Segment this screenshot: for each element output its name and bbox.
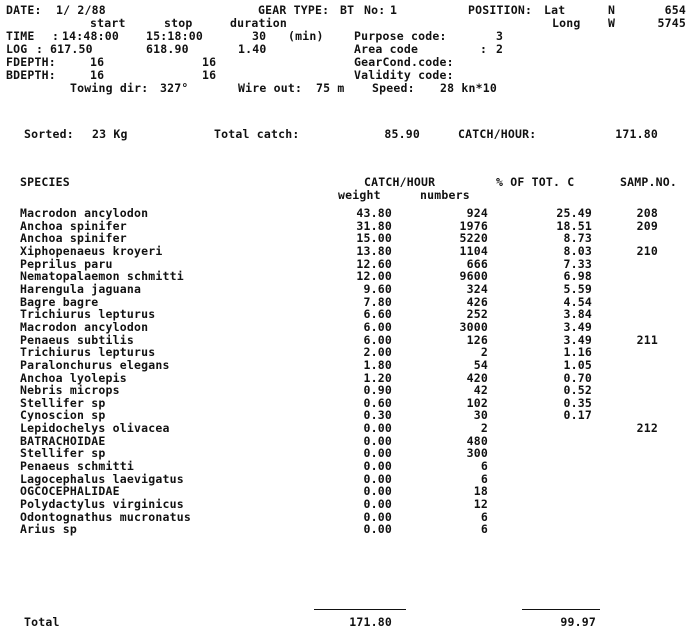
row-species: Nematopalaemon schmitti: [20, 269, 184, 284]
speed-value: 28 kn*10: [440, 81, 497, 95]
row-species: Polydactylus virginicus: [20, 496, 184, 511]
row-pct: 8.73: [563, 231, 592, 246]
row-samp-no: 208: [636, 206, 658, 220]
row-weight: 0.00: [363, 433, 392, 448]
row-species: Anchoa lyolepis: [20, 370, 127, 385]
col-start-label: start: [90, 16, 126, 30]
row-species: Anchoa spinifer: [20, 231, 127, 246]
row-weight: 0.00: [363, 496, 392, 511]
catch-per-hour-label: CATCH/HOUR:: [458, 127, 537, 141]
row-numbers: 666: [466, 256, 488, 271]
row-numbers: 1104: [459, 243, 488, 258]
row-species: Harengula jaguana: [20, 281, 142, 296]
row-weight: 6.60: [363, 307, 392, 322]
lat-value: 654: [664, 3, 686, 17]
row-samp-no: 210: [636, 243, 658, 258]
row-pct: 0.35: [563, 395, 592, 410]
row-pct: 6.98: [563, 269, 592, 284]
total-row-pct: 99.97: [560, 615, 596, 629]
col-header-species: SPECIES: [20, 175, 70, 189]
fdepth-stop: 16: [202, 55, 217, 69]
wire-out-value: 75 m: [316, 81, 345, 95]
row-numbers: 2: [480, 345, 488, 360]
log-start: 617.50: [50, 42, 93, 56]
row-species: Arius sp: [20, 522, 77, 537]
row-numbers: 6: [480, 509, 488, 524]
row-species: Lagocephalus laevigatus: [20, 471, 184, 486]
row-pct: 1.05: [563, 357, 592, 372]
row-pct: 3.49: [563, 332, 592, 347]
row-species: Nebris microps: [20, 383, 120, 398]
row-numbers: 30: [473, 408, 488, 423]
row-species: Lepidochelys olivacea: [20, 421, 170, 436]
row-species: Paralonchurus elegans: [20, 357, 170, 372]
long-value: 5745: [657, 16, 686, 30]
row-weight: 1.80: [363, 357, 392, 372]
row-species: Stellifer sp: [20, 446, 106, 461]
row-pct: 1.16: [563, 345, 592, 360]
bdepth-start: 16: [90, 68, 105, 82]
total-catch-label: Total catch:: [214, 127, 300, 141]
row-numbers: 54: [473, 357, 488, 372]
total-catch-value: 85.90: [384, 127, 420, 141]
row-numbers: 6: [480, 459, 488, 473]
total-row-label: Total: [24, 615, 60, 629]
row-species: Odontognathus mucronatus: [20, 509, 191, 524]
row-samp-no: 211: [636, 332, 658, 347]
time-unit: (min): [288, 29, 324, 43]
row-samp-no: 209: [636, 218, 658, 233]
row-numbers: 1976: [459, 218, 488, 233]
row-pct: 0.17: [563, 408, 592, 423]
row-species: Peprilus paru: [20, 256, 113, 271]
speed-label: Speed:: [372, 81, 415, 95]
log-duration: 1.40: [238, 42, 267, 56]
log-sep: :: [36, 42, 44, 56]
row-weight: 13.80: [356, 243, 392, 258]
bdepth-label: BDEPTH:: [6, 68, 56, 82]
position-label: POSITION:: [468, 3, 533, 17]
row-weight: 0.00: [363, 509, 392, 524]
col-header-weight: weight: [338, 188, 381, 202]
row-weight: 0.30: [363, 408, 392, 423]
row-species: Xiphopenaeus kroyeri: [20, 243, 163, 258]
row-pct: 18.51: [556, 218, 592, 233]
gear-type-label: GEAR TYPE:: [258, 3, 330, 17]
row-weight: 9.60: [363, 281, 392, 296]
time-stop: 15:18:00: [146, 29, 203, 43]
col-header-pct-total: % OF TOT. C: [496, 175, 575, 189]
row-weight: 0.00: [363, 446, 392, 461]
time-duration: 30: [252, 29, 267, 43]
row-weight: 15.00: [356, 231, 392, 246]
row-weight: 0.90: [363, 383, 392, 398]
fdepth-start: 16: [90, 55, 105, 69]
row-numbers: 2: [480, 421, 488, 436]
row-numbers: 6: [480, 522, 488, 537]
log-stop: 618.90: [146, 42, 189, 56]
row-numbers: 12: [473, 496, 488, 511]
fdepth-label: FDEPTH:: [6, 55, 56, 69]
row-numbers: 102: [466, 395, 488, 410]
row-numbers: 6: [480, 471, 488, 486]
col-header-catch-hour: CATCH/HOUR: [364, 175, 436, 189]
row-pct: 0.52: [563, 383, 592, 398]
row-species: Bagre bagre: [20, 294, 99, 309]
time-start: 14:48:00: [62, 29, 119, 43]
row-numbers: 324: [466, 281, 488, 296]
row-weight: 0.00: [363, 471, 392, 486]
total-row-weight: 171.80: [349, 615, 392, 629]
gearcond-code-label: GearCond.code:: [354, 55, 454, 69]
lat-hemisphere: N: [608, 3, 616, 17]
wire-out-label: Wire out:: [238, 81, 303, 95]
row-species: Penaeus schmitti: [20, 459, 134, 473]
row-species: Macrodon ancylodon: [20, 319, 149, 334]
row-weight: 12.00: [356, 269, 392, 284]
station-no-label: No:: [364, 3, 386, 17]
row-pct: 25.49: [556, 206, 592, 220]
towing-dir-label: Towing dir:: [70, 81, 149, 95]
row-samp-no: 212: [636, 421, 658, 436]
row-numbers: 126: [466, 332, 488, 347]
row-species: OGCOCEPHALIDAE: [20, 484, 120, 499]
row-numbers: 9600: [459, 269, 488, 284]
row-species: Cynoscion sp: [20, 408, 106, 423]
towing-dir-value: 327°: [160, 81, 189, 95]
row-species: Stellifer sp: [20, 395, 106, 410]
sorted-value: 23 Kg: [92, 127, 128, 141]
row-species: Anchoa spinifer: [20, 218, 127, 233]
row-pct: 0.70: [563, 370, 592, 385]
row-pct: 4.54: [563, 294, 592, 309]
bdepth-stop: 16: [202, 68, 217, 82]
row-weight: 6.00: [363, 332, 392, 347]
area-code-sep: :: [480, 42, 488, 56]
row-weight: 0.00: [363, 459, 392, 473]
row-species: BATRACHOIDAE: [20, 433, 106, 448]
row-numbers: 252: [466, 307, 488, 322]
col-duration-label: duration: [230, 16, 287, 30]
row-species: Trichiurus lepturus: [20, 345, 156, 360]
date-value: 1/ 2/88: [56, 3, 106, 17]
row-numbers: 480: [466, 433, 488, 448]
col-stop-label: stop: [164, 16, 193, 30]
row-numbers: 5220: [459, 231, 488, 246]
row-numbers: 3000: [459, 319, 488, 334]
area-code-label: Area code: [354, 42, 419, 56]
time-label: TIME: [6, 29, 35, 43]
row-pct: 3.84: [563, 307, 592, 322]
row-numbers: 42: [473, 383, 488, 398]
row-pct: 5.59: [563, 281, 592, 296]
row-weight: 6.00: [363, 319, 392, 334]
validity-code-label: Validity code:: [354, 68, 454, 82]
row-pct: 7.33: [563, 256, 592, 271]
row-weight: 0.00: [363, 484, 392, 499]
long-hemisphere: W: [608, 16, 616, 30]
gear-type-value: BT: [340, 3, 355, 17]
row-weight: 0.60: [363, 395, 392, 410]
row-weight: 2.00: [363, 345, 392, 360]
row-weight: 1.20: [363, 370, 392, 385]
row-species: Trichiurus lepturus: [20, 307, 156, 322]
col-header-samp-no: SAMP.NO.: [620, 175, 677, 189]
row-species: Penaeus subtilis: [20, 332, 134, 347]
row-weight: 31.80: [356, 218, 392, 233]
weight-total-rule: [314, 609, 406, 610]
station-no-value: 1: [390, 3, 398, 17]
time-sep: :: [52, 29, 60, 43]
row-numbers: 426: [466, 294, 488, 309]
area-code-value: 2: [496, 42, 504, 56]
row-weight: 0.00: [363, 522, 392, 537]
row-numbers: 300: [466, 446, 488, 461]
row-pct: 8.03: [563, 243, 592, 258]
date-label: DATE:: [6, 3, 42, 17]
row-weight: 0.00: [363, 421, 392, 436]
row-species: Macrodon ancylodon: [20, 206, 149, 220]
purpose-code-value: 3: [496, 29, 504, 43]
row-numbers: 924: [466, 206, 488, 220]
row-pct: 3.49: [563, 319, 592, 334]
row-numbers: 420: [466, 370, 488, 385]
sorted-label: Sorted:: [24, 127, 74, 141]
lat-label: Lat: [544, 3, 566, 17]
long-label: Long: [552, 16, 581, 30]
log-label: LOG: [6, 42, 28, 56]
row-numbers: 18: [473, 484, 488, 499]
row-weight: 7.80: [363, 294, 392, 309]
purpose-code-label: Purpose code:: [354, 29, 447, 43]
catch-per-hour-value: 171.80: [615, 127, 658, 141]
pct-total-rule: [522, 609, 600, 610]
row-weight: 12.60: [356, 256, 392, 271]
row-weight: 43.80: [356, 206, 392, 220]
col-header-numbers: numbers: [420, 188, 470, 202]
